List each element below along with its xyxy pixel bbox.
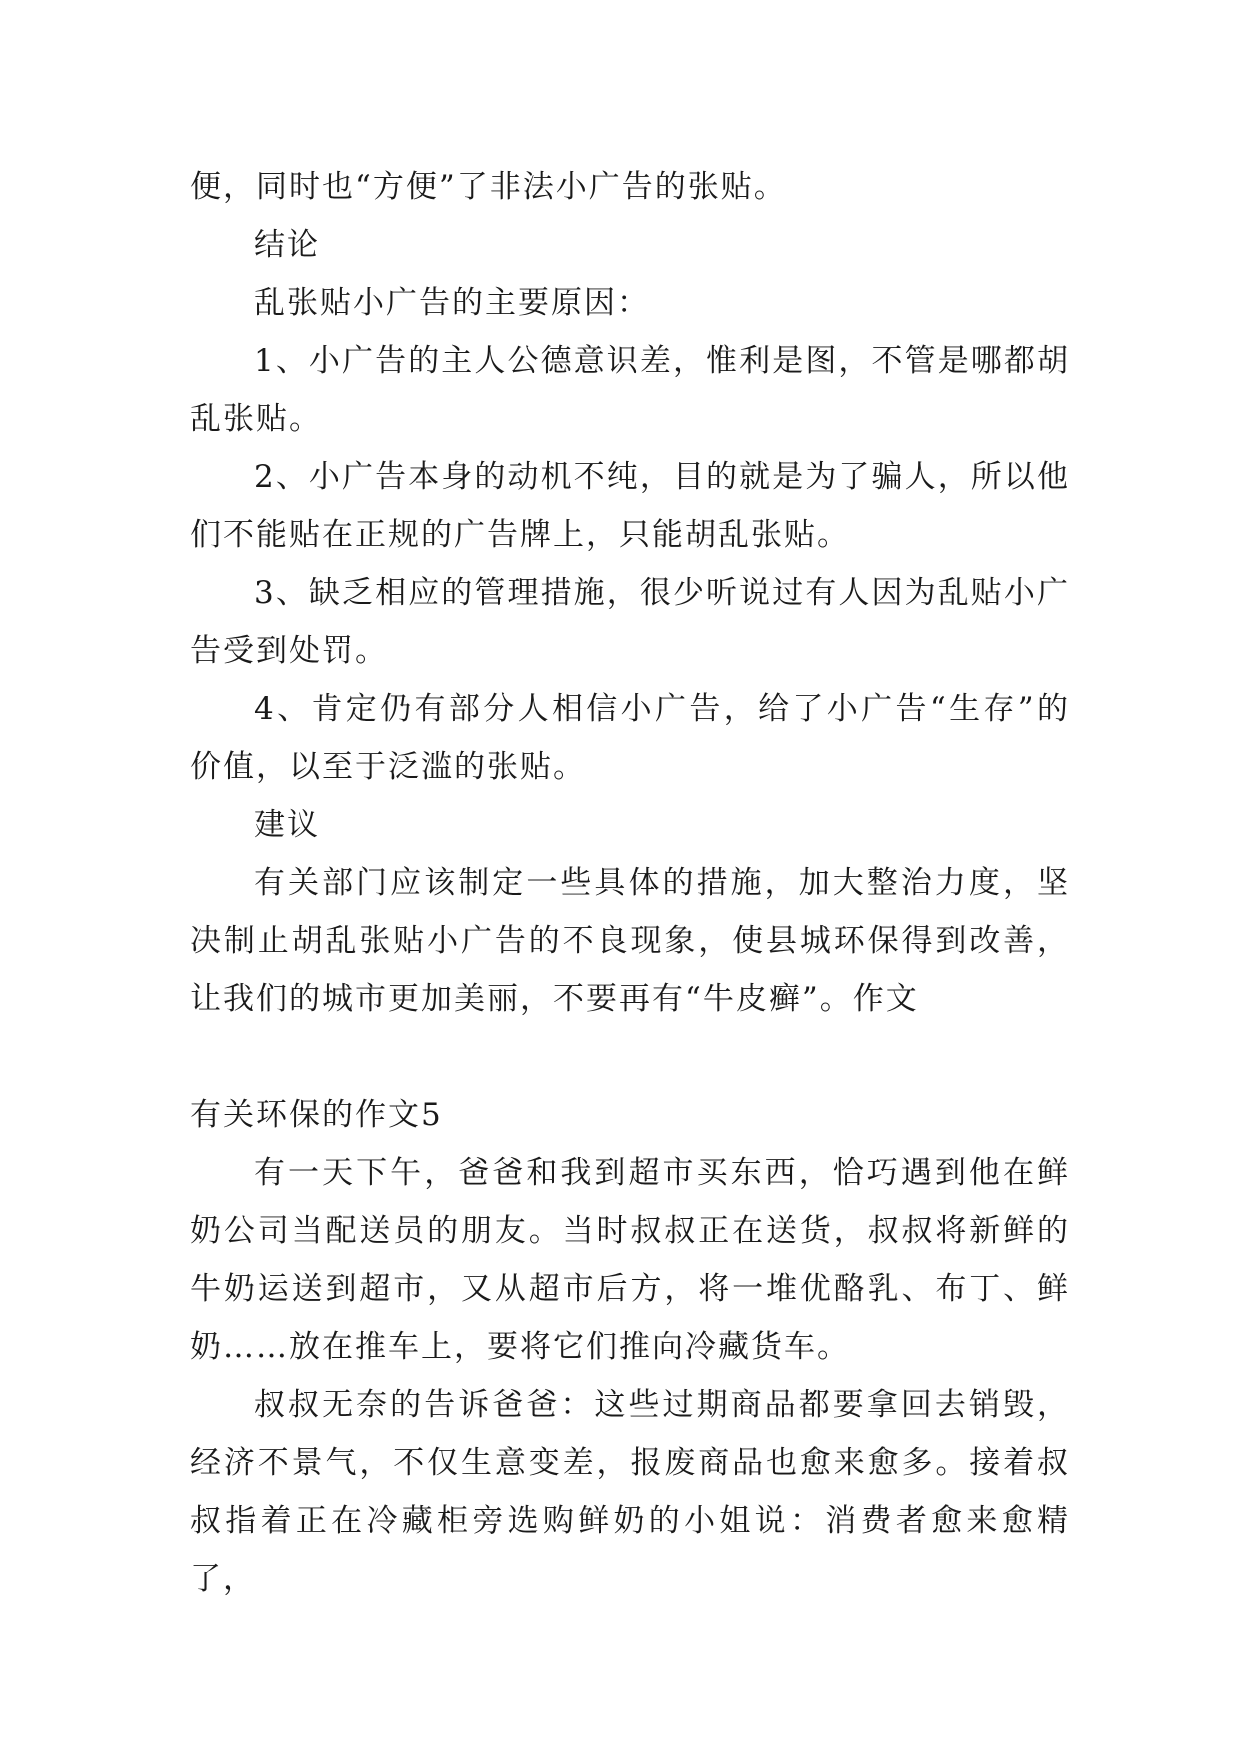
list-item-reason-3: 3、缺乏相应的管理措施，很少听说过有人因为乱贴小广告受到处罚。 <box>190 575 1070 669</box>
list-item-reason-1: 1、小广告的主人公德意识差，惟利是图，不管是哪都胡乱张贴。 <box>190 343 1070 437</box>
list-item-reason-2: 2、小广告本身的动机不纯，目的就是为了骗人，所以他们不能贴在正规的广告牌上，只能胡乱张贴。 <box>190 459 1070 553</box>
paragraph-story-2: 叔叔无奈的告诉爸爸：这些过期商品都要拿回去销毁，经济不景气，不仅生意变差，报废商品也愈来愈多。接着叔叔指着正在冷藏柜旁选购鲜奶的小姐说：消费者愈来愈精了， <box>190 1387 1070 1597</box>
spacer <box>190 1028 1070 1086</box>
list-item-reason-4: 4、肯定仍有部分人相信小广告，给了小广告“生存”的价值，以至于泛滥的张贴。 <box>190 691 1070 785</box>
paragraph-story-1: 有一天下午，爸爸和我到超市买东西，恰巧遇到他在鲜奶公司当配送员的朋友。当时叔叔正在送货，叔叔将新鲜的牛奶运送到超市，又从超市后方，将一堆优酪乳、布丁、鲜奶……放在推车上，要将它们推向冷藏货车。 <box>190 1155 1070 1365</box>
paragraph-reasons-intro: 乱张贴小广告的主要原因： <box>254 285 650 321</box>
section-heading-conclusion: 结论 <box>254 227 320 263</box>
section-heading-suggestion: 建议 <box>254 807 320 843</box>
document-body <box>190 158 1070 1608</box>
paragraph-continuation: 便，同时也“方便”了非法小广告的张贴。 <box>190 169 787 205</box>
essay-title: 有关环保的作文5 <box>190 1097 443 1133</box>
paragraph-suggestion: 有关部门应该制定一些具体的措施，加大整治力度，坚决制止胡乱张贴小广告的不良现象，使县城环保得到改善，让我们的城市更加美丽，不要再有“牛皮癣”。作文 <box>190 865 1070 1017</box>
